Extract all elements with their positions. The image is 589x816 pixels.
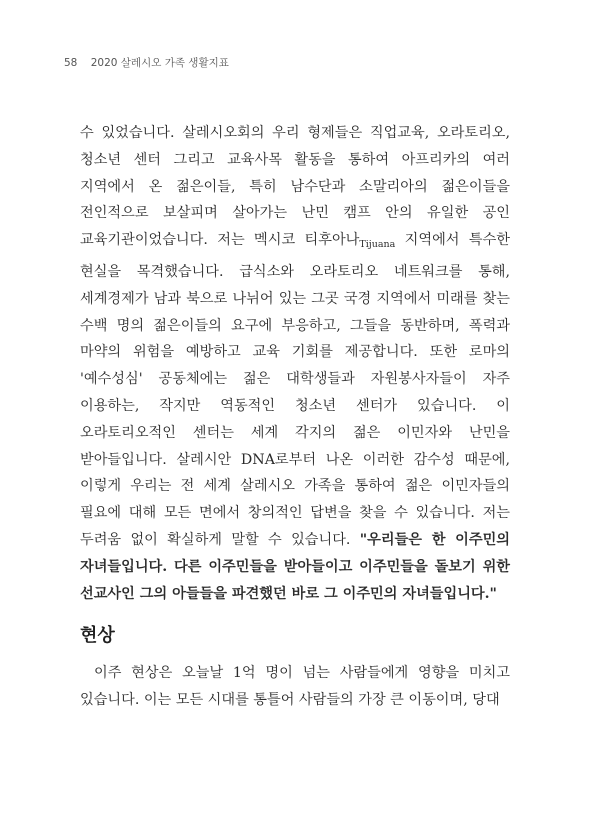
book-title: 2020 살레시오 가족 생활지표 bbox=[90, 57, 229, 69]
body-text-part-1: 수 있었습니다. 살레시오회의 우리 형제들은 직업교육, 오라토리오, 청소년 센터 그리고 교육사목 활동을 통하여 아프리카의 여러 지역에서 온 젊은이들, 특히 남수단과 소말리아의 젊은이들을 전인적으로 보살피며 살아가는 난민 캠프 안의 유일한 공인 교육기관이었습니다. 저는 멕시코 티후아나 bbox=[80, 125, 510, 249]
section-paragraph bbox=[80, 660, 510, 714]
running-header bbox=[64, 55, 229, 70]
page-number: 58 bbox=[64, 57, 78, 69]
body-paragraph bbox=[80, 120, 510, 607]
body-text-part-2: 지역에서 특수한 현실을 목격했습니다. 급식소와 오라토리오 네트워크를 통해, 세계경제가 남과 북으로 나뉘어 있는 그곳 국경 지역에서 미래를 찾는 수백 명의 젊은이들의 요구에 부응하고, 그들을 동반하며, 폭력과 마약의 위험을 예방하고 교육 기회를 제공합니다. 또한 로마의 '예수성심' 공동체에는 젊은 대학생들과 자원봉사자들이 자주 이용하는, 작지만 역동적인 청소년 센터가 있습니다. 이 오라토리오적인 센터는 세계 각지의 젊은 이민자와 난민을 받아들입니다. 살레시안 DNA로부터 나온 이러한 감수성 때문에, 이렇게 우리는 전 세계 살레시오 가족을 통하여 젊은 이민자들의 필요에 대해 모든 면에서 창의적인 답변을 찾을 수 있습니다. 저는 두려움 없이 확실하게 말할 수 있습니다. bbox=[80, 232, 510, 548]
section-heading: 현상 bbox=[80, 625, 115, 646]
tijuana-annotation: Tijuana bbox=[359, 239, 396, 251]
section-text: 이주 현상은 오늘날 1억 명이 넘는 사람들에게 영향을 미치고 있습니다. 이는 모든 시대를 통틀어 사람들의 가장 큰 이동이며, 당대 bbox=[80, 665, 510, 708]
emphasized-quote: "우리들은 한 이주민의 자녀들입니다. 다른 이주민들을 받아들이고 이주민들을 돌보기 위한 선교사인 그의 아들들을 파견했던 바로 그 이주민의 자녀들입니다." bbox=[80, 531, 510, 602]
